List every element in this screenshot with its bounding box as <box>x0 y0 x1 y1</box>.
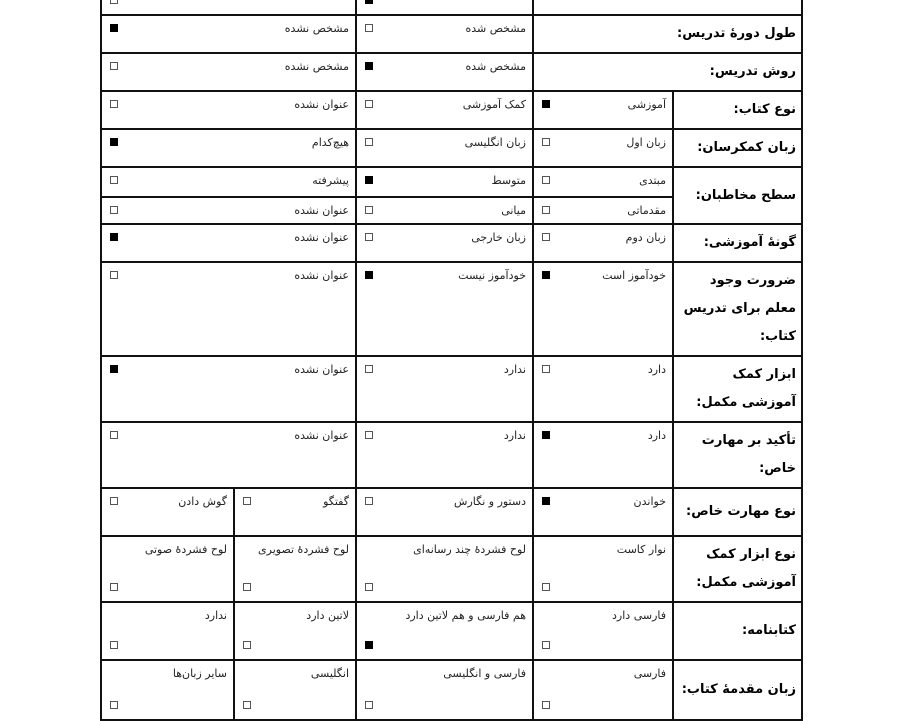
unchecked-checkbox-icon[interactable] <box>542 641 550 649</box>
option-label: کمک آموزشی <box>462 98 526 111</box>
option-label: هیچ‌کدام <box>311 136 349 149</box>
option-label: هم فارسی و هم لاتین دارد <box>405 609 526 622</box>
option-label: پیشرفته <box>312 174 349 187</box>
option-cell <box>101 536 234 602</box>
checked-checkbox-icon[interactable] <box>365 641 373 649</box>
option-cell <box>234 602 356 660</box>
option-cell <box>101 197 356 224</box>
option-label: انگلیسی <box>310 667 349 680</box>
checked-checkbox-icon[interactable] <box>110 233 118 241</box>
row-label: نوع کتاب: <box>673 91 802 129</box>
unchecked-checkbox-icon[interactable] <box>110 497 118 505</box>
option-cell <box>234 536 356 602</box>
unchecked-checkbox-icon[interactable] <box>110 100 118 108</box>
checked-checkbox-icon[interactable] <box>365 0 373 4</box>
option-cell <box>356 53 533 91</box>
table-row <box>101 602 802 660</box>
option-cell <box>533 197 673 224</box>
table-row <box>101 15 802 53</box>
row-label: کتابنامه: <box>673 602 802 660</box>
unchecked-checkbox-icon[interactable] <box>110 583 118 591</box>
option-cell <box>533 224 673 262</box>
checked-checkbox-icon[interactable] <box>110 138 118 146</box>
unchecked-checkbox-icon[interactable] <box>110 206 118 214</box>
table-row <box>101 536 802 602</box>
table-row <box>101 91 802 129</box>
option-label: عنوان نشده <box>294 98 349 111</box>
unchecked-checkbox-icon[interactable] <box>110 431 118 439</box>
unchecked-checkbox-icon[interactable] <box>110 271 118 279</box>
option-cell <box>356 536 533 602</box>
row-label: سطح مخاطبان: <box>673 167 802 224</box>
unchecked-checkbox-icon[interactable] <box>365 497 373 505</box>
unchecked-checkbox-icon[interactable] <box>110 701 118 709</box>
option-label: لوح فشردهٔ چند رسانه‌ای <box>413 543 526 556</box>
option-label: دستور و نگارش <box>454 495 526 508</box>
option-cell <box>101 91 356 129</box>
unchecked-checkbox-icon[interactable] <box>542 365 550 373</box>
option-label: عنوان نشده <box>294 204 349 217</box>
checked-checkbox-icon[interactable] <box>365 176 373 184</box>
option-cell <box>533 488 673 536</box>
unchecked-checkbox-icon[interactable] <box>365 701 373 709</box>
option-cell <box>356 167 533 197</box>
unchecked-checkbox-icon[interactable] <box>365 583 373 591</box>
option-label: گفتگو <box>323 495 349 508</box>
option-cell <box>533 356 673 422</box>
row-label: ضرورت وجود معلم برای تدریس کتاب: <box>673 262 802 356</box>
option-label: لوح فشردهٔ تصویری <box>258 543 349 556</box>
option-cell <box>356 602 533 660</box>
option-label: مشخص شده <box>465 60 526 73</box>
unchecked-checkbox-icon[interactable] <box>110 176 118 184</box>
option-label: ندارد <box>503 429 526 442</box>
option-label: عنوان نشده <box>294 363 349 376</box>
option-label: مشخص شده <box>465 22 526 35</box>
table-row <box>101 224 802 262</box>
option-cell <box>356 91 533 129</box>
option-label: ندارد <box>503 363 526 376</box>
table-row <box>101 488 802 536</box>
unchecked-checkbox-icon[interactable] <box>542 233 550 241</box>
option-cell <box>533 536 673 602</box>
option-cell <box>356 262 533 356</box>
option-cell <box>101 129 356 167</box>
unchecked-checkbox-icon[interactable] <box>542 176 550 184</box>
option-cell <box>101 602 234 660</box>
option-cell <box>356 0 533 15</box>
table-row <box>101 262 802 356</box>
table-row <box>101 422 802 488</box>
option-label: زبان دوم <box>625 231 666 244</box>
unchecked-checkbox-icon[interactable] <box>365 100 373 108</box>
unchecked-checkbox-icon[interactable] <box>243 641 251 649</box>
row-label: تأکید بر مهارت خاص: <box>673 422 802 488</box>
option-label: زبان خارجی <box>471 231 526 244</box>
option-cell <box>101 224 356 262</box>
table-row <box>101 660 802 720</box>
table-row <box>101 356 802 422</box>
option-label: عنوان نشده <box>294 429 349 442</box>
option-cell <box>356 129 533 167</box>
option-cell <box>101 167 356 197</box>
option-label: دارد <box>647 429 666 442</box>
unchecked-checkbox-icon[interactable] <box>110 0 118 4</box>
unchecked-checkbox-icon[interactable] <box>110 62 118 70</box>
option-cell <box>356 197 533 224</box>
option-cell <box>356 488 533 536</box>
table-row <box>101 53 802 91</box>
option-cell <box>356 422 533 488</box>
option-label: مقدماتی <box>627 204 666 217</box>
option-cell <box>101 0 356 15</box>
row-label: زبان کمکرسان: <box>673 129 802 167</box>
option-label: لاتین دارد <box>306 609 349 622</box>
option-cell <box>101 356 356 422</box>
book-evaluation-table <box>100 0 803 721</box>
table-body <box>101 0 802 720</box>
unchecked-checkbox-icon[interactable] <box>243 497 251 505</box>
checked-checkbox-icon[interactable] <box>365 62 373 70</box>
unchecked-checkbox-icon[interactable] <box>243 583 251 591</box>
option-label: مشخص نشده <box>284 60 349 73</box>
option-label: فارسی دارد <box>612 609 666 622</box>
unchecked-checkbox-icon[interactable] <box>365 233 373 241</box>
option-cell <box>533 91 673 129</box>
unchecked-checkbox-icon[interactable] <box>365 431 373 439</box>
option-label: زبان انگلیسی <box>464 136 526 149</box>
table-row <box>101 129 802 167</box>
option-label: خودآموز است <box>602 269 666 282</box>
row-label: ابزار کمک آموزشی مکمل: <box>673 356 802 422</box>
unchecked-checkbox-icon[interactable] <box>542 701 550 709</box>
option-label: نوار کاست <box>616 543 666 556</box>
option-label: گوش دادن <box>178 495 227 508</box>
option-label: زبان اول <box>626 136 666 149</box>
option-cell <box>101 53 356 91</box>
unchecked-checkbox-icon[interactable] <box>542 138 550 146</box>
option-label: فارسی <box>633 667 666 680</box>
checked-checkbox-icon[interactable] <box>542 100 550 108</box>
option-label: فارسی و انگلیسی <box>443 667 526 680</box>
option-label: آموزشی <box>627 98 666 111</box>
unchecked-checkbox-icon[interactable] <box>542 583 550 591</box>
checked-checkbox-icon[interactable] <box>365 271 373 279</box>
row-label <box>533 0 802 15</box>
option-cell <box>101 262 356 356</box>
unchecked-checkbox-icon[interactable] <box>243 701 251 709</box>
option-label: لوح فشردهٔ صوتی <box>144 543 227 556</box>
option-cell <box>356 660 533 720</box>
unchecked-checkbox-icon[interactable] <box>365 24 373 32</box>
option-label: متوسط <box>491 174 526 187</box>
option-label: خودآموز نیست <box>458 269 526 282</box>
row-label: گونهٔ آموزشی: <box>673 224 802 262</box>
checked-checkbox-icon[interactable] <box>542 497 550 505</box>
table-row <box>101 167 802 197</box>
option-cell <box>533 422 673 488</box>
option-label: دارد <box>647 363 666 376</box>
unchecked-checkbox-icon[interactable] <box>365 365 373 373</box>
option-cell <box>533 262 673 356</box>
unchecked-checkbox-icon[interactable] <box>542 206 550 214</box>
option-cell <box>234 660 356 720</box>
option-cell <box>533 129 673 167</box>
row-label: طول دورهٔ تدریس: <box>533 15 802 53</box>
unchecked-checkbox-icon[interactable] <box>365 206 373 214</box>
unchecked-checkbox-icon[interactable] <box>110 641 118 649</box>
unchecked-checkbox-icon[interactable] <box>365 138 373 146</box>
option-cell <box>533 602 673 660</box>
option-cell <box>533 660 673 720</box>
option-cell <box>533 167 673 197</box>
table-row <box>101 0 802 15</box>
option-label: خواندن <box>633 495 666 508</box>
option-label: مشخص نشده <box>284 22 349 35</box>
row-label: نوع مهارت خاص: <box>673 488 802 536</box>
option-cell <box>101 422 356 488</box>
option-label: سایر زبان‌ها <box>172 667 227 680</box>
option-label: عنوان نشده <box>294 231 349 244</box>
option-cell <box>101 488 234 536</box>
option-label: ندارد <box>204 609 227 622</box>
option-label: میانی <box>501 204 526 217</box>
option-cell <box>356 356 533 422</box>
option-cell <box>101 15 356 53</box>
option-label: مبتدی <box>639 174 666 187</box>
option-cell <box>101 660 234 720</box>
checked-checkbox-icon[interactable] <box>110 365 118 373</box>
row-label: زبان مقدمهٔ کتاب: <box>673 660 802 720</box>
option-label: عنوان نشده <box>294 269 349 282</box>
checked-checkbox-icon[interactable] <box>110 24 118 32</box>
option-cell <box>356 224 533 262</box>
row-label: نوع ابزار کمک آموزشی مکمل: <box>673 536 802 602</box>
option-cell <box>356 15 533 53</box>
option-cell <box>234 488 356 536</box>
checked-checkbox-icon[interactable] <box>542 431 550 439</box>
checked-checkbox-icon[interactable] <box>542 271 550 279</box>
row-label: روش تدریس: <box>533 53 802 91</box>
